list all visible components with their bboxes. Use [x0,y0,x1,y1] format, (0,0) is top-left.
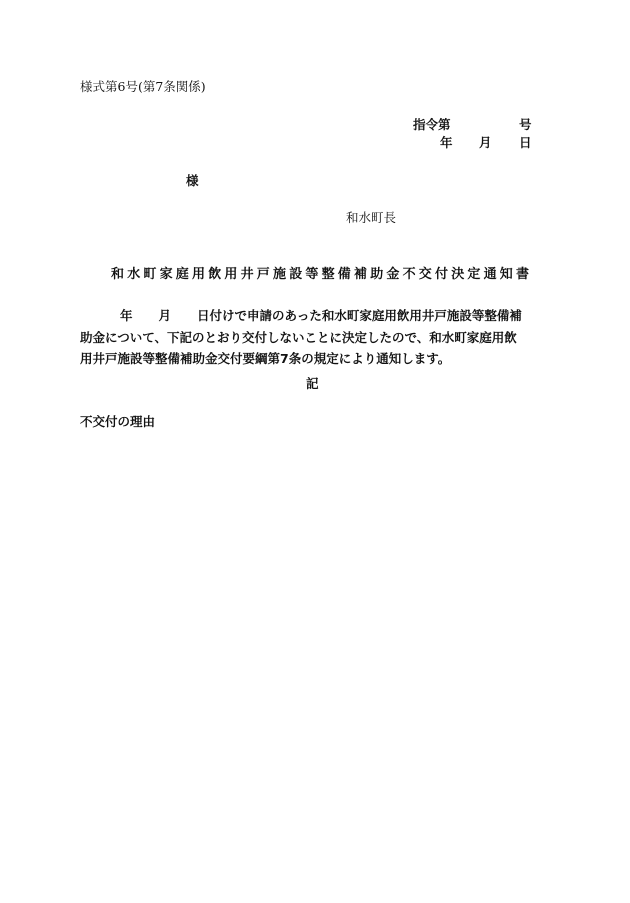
body-year-label: 年 [120,308,133,323]
body-line-2: 助金について、下記のとおり交付しないことに決定したので、和水町家庭用飲 [80,329,517,345]
ki-heading: 記 [306,376,319,391]
document-title: 和水町家庭用飲用井戸施設等整備補助金不交付決定通知書 [111,267,533,282]
body-line-3: 用井戸施設等整備補助金交付要綱第7条の規定により通知します。 [80,351,451,366]
order-number-label: 指令第 [413,117,451,132]
form-number: 様式第6号(第7条関係) [80,79,206,94]
body-month-label: 月 [158,308,172,323]
addressee-suffix: 様 [186,173,199,188]
non-grant-reason-label: 不交付の理由 [80,414,156,429]
body-paragraph [80,305,550,370]
order-number-suffix: 号 [519,117,532,132]
issuer-name: 和水町長 [346,210,397,225]
body-line-1 [80,305,550,327]
body-line-1-text: 日付けで申請のあった和水町家庭用飲用井戸施設等整備補 [197,308,522,323]
date-day-label: 日 [519,135,532,150]
date-year-label: 年 [440,135,453,150]
date-month-label: 月 [479,135,492,150]
